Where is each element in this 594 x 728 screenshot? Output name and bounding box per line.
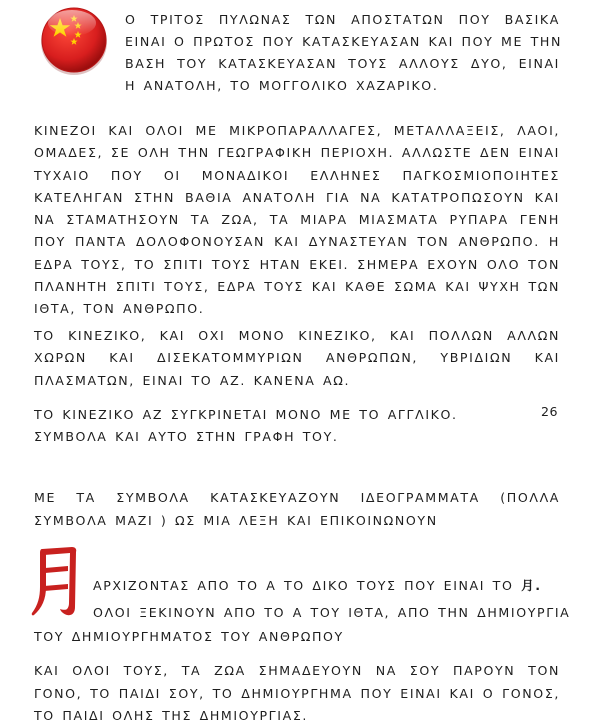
paragraph-1 [34, 120, 560, 321]
paragraph-5-line-3 [34, 626, 560, 648]
paragraph-6 [34, 660, 560, 728]
paragraph-line: ΤΟ ΚΙΝΕΖΙΚΟ ΑΖ ΣΥΓΚΡΙΝΕΤΑΙ ΜΟΝΟ ΜΕ ΤΟ ΑΓΓΛΙΚΟ. [34, 407, 458, 422]
paragraph-line: ΣΥΜΒΟΛΑ ΚΑΙ ΑΥΤΟ ΣΤΗΝ ΓΡΑΦΗ ΤΟΥ. [34, 429, 339, 444]
paragraph-5-line-1 [93, 575, 560, 597]
moon-character-glyph [30, 543, 82, 617]
paragraph-line: ΕΔΡΑ ΤΟΥΣ, ΤΟ ΣΠΙΤΙ ΤΟΥΣ ΗΤΑΝ ΕΚΕΙ. ΣΗΜΕΡΑ ΕΧΟΥΝ ΟΛΟ ΤΟΝ [34, 256, 560, 272]
intro-paragraph [125, 9, 563, 97]
paragraph-5-line-2 [93, 602, 571, 624]
china-flag-icon [38, 5, 110, 77]
line-text: ΑΡΧΙΖΟΝΤΑΣ ΑΠΟ ΤΟ Α ΤΟ ΔΙΚΟ ΤΟΥΣ ΠΟΥ ΕΙΝΑΙ ΤΟ [93, 578, 522, 593]
paragraph-4 [34, 486, 560, 532]
paragraph-line: ΤΟΥ ΔΗΜΙΟΥΡΓΗΜΑΤΟΣ ΤΟΥ ΑΝΘΡΩΠΟΥ [34, 629, 344, 644]
paragraph-line: ΤΟ ΠΑΙΔΙ ΟΛΗΣ ΤΗΣ ΔΗΜΙΟΥΡΓΙΑΣ. [34, 708, 308, 723]
paragraph-line: ΟΛΟΙ ΞΕΚΙΝΟΥΝ ΑΠΟ ΤΟ Α ΤΟΥ ΙΘΤΑ, ΑΠΟ ΤΗΝ ΔΗΜΙΟΥΡΓΙΑ [93, 605, 571, 620]
paragraph-line: ΙΘΤΑ, ΤΟΝ ΑΝΘΡΩΠΟ. [34, 301, 205, 317]
paragraph-line: ΧΩΡΩΝ ΚΑΙ ΔΙΣΕΚΑΤΟΜΜΥΡΙΩΝ ΑΝΘΡΩΠΩΝ, ΥΒΡΙΔΙΩΝ ΚΑΙ [34, 350, 560, 366]
paragraph-line [93, 575, 560, 597]
intro-line: Η ΑΝΑΤΟΛΗ, ΤΟ ΜΟΓΓΟΛΙΚΟ ΧΑΖΑΡΙΚΟ. [125, 78, 439, 93]
intro-line: ΒΑΣΗ ΤΟΥ ΚΑΤΑΣΚΕΥΑΣΑΝ ΤΟΥΣ ΑΛΛΟΥΣ ΔΥΟ, ΕΙΝΑΙ [125, 56, 560, 71]
paragraph-line: ΚΙΝΕΖΟΙ ΚΑΙ ΟΛΟΙ ΜΕ ΜΙΚΡΟΠΑΡΑΛΛΑΓΕΣ, ΜΕΤΑΛΛΑΞΕΙΣ, ΛΑΟΙ, [34, 123, 560, 138]
paragraph-line: ΤΥΧΑΙΟ ΠΟΥ ΟΙ ΜΟΝΑΔΙΚΟΙ ΕΛΛΗΝΕΣ ΠΑΓΚΟΣΜΙΟΠΟΙΗΤΕΣ [34, 167, 560, 183]
paragraph-line: ΠΛΑΣΜΑΤΩΝ, ΕΙΝΑΙ ΤΟ ΑΖ. ΚΑΝΕΝΑ ΑΩ. [34, 372, 351, 388]
paragraph-line: ΚΑΤΕΛΗΓΑΝ ΣΤΗΝ ΒΑΘΙΑ ΑΝΑΤΟΛΗ ΓΙΑ ΝΑ ΚΑΤΑΤΡΟΠΩΣΟΥΝ ΚΑΙ [34, 189, 560, 205]
moon-inline-char: 月. [521, 578, 542, 593]
paragraph-3-line-2 [34, 426, 560, 448]
paragraph-line: ΠΛΑΝΗΤΗ ΣΠΙΤΙ ΤΟΥΣ, ΕΔΡΑ ΤΟΥΣ ΚΑΙ ΚΑΘΕ ΣΩΜΑ ΚΑΙ ΨΥΧΗ ΤΩΝ [34, 279, 560, 295]
intro-line: ΕΙΝΑΙ Ο ΠΡΩΤΟΣ ΠΟΥ ΚΑΤΑΣΚΕΥΑΣΑΝ ΚΑΙ ΠΟΥ ΜΕ ΤΗΝ [125, 34, 563, 49]
paragraph-2 [34, 325, 560, 392]
paragraph-line: ΚΑΙ ΟΛΟΙ ΤΟΥΣ, ΤΑ ΖΩΑ ΣΗΜΑΔΕΥΟΥΝ ΝΑ ΣΟΥ ΠΑΡΟΥΝ ΤΟΝ [34, 663, 560, 678]
paragraph-line: ΠΟΥ ΠΑΝΤΑ ΔΟΛΟΦΟΝΟΥΣΑΝ ΚΑΙ ΔΥΝΑΣΤΕΥΑΝ ΤΟΝ ΑΝΘΡΩΠΟ. Η [34, 234, 560, 250]
intro-line: Ο ΤΡΙΤΟΣ ΠΥΛΩΝΑΣ ΤΩΝ ΑΠΟΣΤΑΤΩΝ ΠΟΥ ΒΑΣΙΚΑ [125, 12, 560, 27]
paragraph-line: ΓΟΝΟ, ΤΟ ΠΑΙΔΙ ΣΟΥ, ΤΟ ΔΗΜΙΟΥΡΓΗΜΑ ΠΟΥ ΕΙΝΑΙ ΚΑΙ Ο ΓΟΝΟΣ, [34, 685, 560, 701]
paragraph-line: ΜΕ ΤΑ ΣΥΜΒΟΛΑ ΚΑΤΑΣΚΕΥΑΖΟΥΝ ΙΔΕΟΓΡΑΜΜΑΤΑ (ΠΟΛΛΑ [34, 490, 560, 505]
paragraph-line: ΟΜΑΔΕΣ, ΣΕ ΟΛΗ ΤΗΝ ΓΕΩΓΡΑΦΙΚΗ ΠΕΡΙΟΧΗ. ΑΛΛΩΣΤΕ ΔΕΝ ΕΙΝΑΙ [34, 145, 560, 161]
paragraph-3-line-1 [34, 404, 474, 426]
paragraph-line: ΤΟ ΚΙΝΕΖΙΚΟ, ΚΑΙ ΟΧΙ ΜΟΝΟ ΚΙΝΕΖΙΚΟ, ΚΑΙ ΠΟΛΛΩΝ ΑΛΛΩΝ [34, 328, 560, 343]
page-number: 26 [541, 404, 559, 419]
paragraph-line: ΣΥΜΒΟΛΑ ΜΑΖΙ ) ΩΣ ΜΙΑ ΛΕΞΗ ΚΑΙ ΕΠΙΚΟΙΝΩΝΟΥΝ [34, 513, 438, 528]
paragraph-line: ΝΑ ΣΤΑΜΑΤΗΣΟΥΝ ΤΑ ΖΩΑ, ΤΑ ΜΙΑΡΑ ΜΙΑΣΜΑΤΑ ΡΥΠΑΡΑ ΓΕΝΗ [34, 212, 560, 228]
